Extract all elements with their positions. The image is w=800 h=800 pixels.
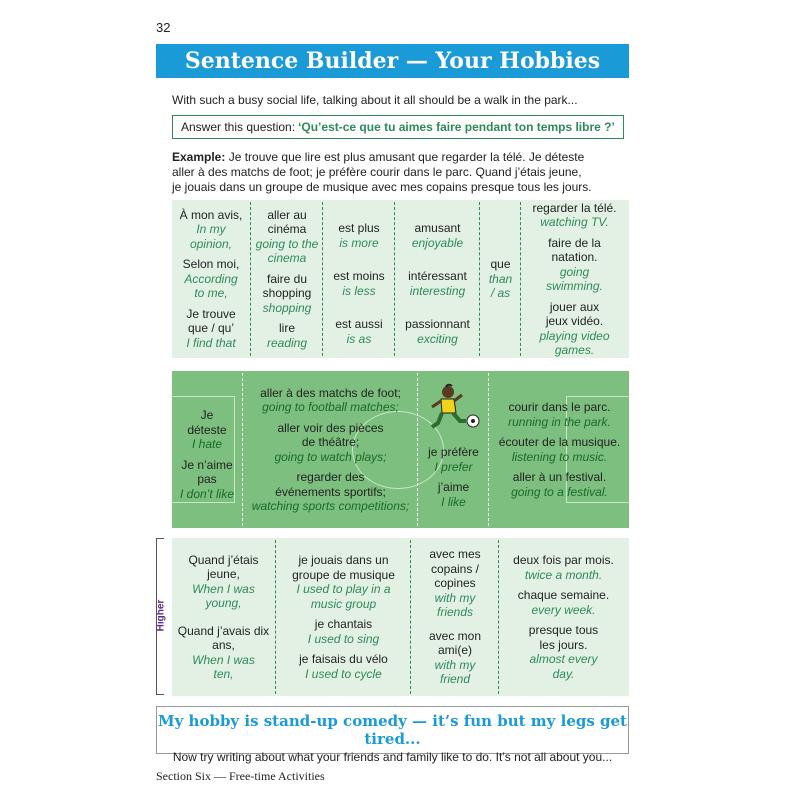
list-item: À mon avis, In my opinion, xyxy=(179,207,243,251)
list-item: lire reading xyxy=(266,321,308,350)
list-item: courir dans le parc. running in the park. xyxy=(508,400,611,429)
list-item: Quand j’étais jeune, When I was young, xyxy=(188,552,259,610)
grid1-col3 xyxy=(324,200,394,358)
grid1-col5 xyxy=(481,200,520,358)
list-item: Selon moi, According to me, xyxy=(182,257,240,301)
list-item: presque tous les jours. almost every day. xyxy=(528,623,599,681)
section-footer: Section Six — Free-time Activities xyxy=(156,769,325,783)
grid2-col4 xyxy=(490,371,629,528)
grid2-col1 xyxy=(172,371,242,528)
sentence-grid-preferences xyxy=(172,371,629,528)
list-item: est moins is less xyxy=(333,269,385,298)
grid3-col2 xyxy=(277,538,410,696)
page-number: 32 xyxy=(156,20,171,35)
footballer-icon xyxy=(426,383,482,439)
list-item: amusant enjoyable xyxy=(411,221,464,250)
list-item: deux fois par mois. twice a month. xyxy=(513,553,614,582)
list-item: je jouais dans un groupe de musique I used to play in a music group xyxy=(292,553,395,611)
list-item: aller voir des pièces de théâtre; going to watch plays; xyxy=(274,420,387,464)
list-item: Quand j’avais dix ans, When I was ten, xyxy=(177,623,270,681)
example-paragraph xyxy=(172,150,627,195)
sentence-grid-past xyxy=(172,538,629,696)
page-title: Sentence Builder — Your Hobbies xyxy=(184,48,601,74)
list-item: Je n’aime pas I don’t like xyxy=(179,457,235,501)
list-item: avec mes copains / copines with my friends xyxy=(429,547,481,620)
list-item: jouer aux jeux vidéo. playing video games. xyxy=(539,299,610,357)
list-item: Je trouve que / qu’ I find that xyxy=(186,306,236,350)
question-prefix: Answer this question: xyxy=(181,120,296,134)
question-text: ‘Qu’est-ce que tu aimes faire pendant ton temps libre ?’ xyxy=(298,120,615,134)
list-item: que than / as xyxy=(488,257,513,301)
grid1-col2 xyxy=(252,200,322,358)
list-item: je chantais I used to sing xyxy=(307,617,380,646)
list-item: aller à des matchs de foot; going to football matches; xyxy=(260,385,401,414)
example-line-3: je jouais dans un groupe de musique avec mes copains presque tous les jours. xyxy=(172,180,592,194)
list-item: faire du shopping shopping xyxy=(262,271,312,315)
list-item: écouter de la musique. listening to music. xyxy=(498,435,621,464)
list-item: regarder la télé. watching TV. xyxy=(532,200,617,229)
grid1-col4 xyxy=(396,200,479,358)
example-line-2: aller à des matchs de foot; je préfère courir dans le parc. Quand j’étais jeune, xyxy=(172,165,582,179)
hobby-prompt: Now try writing about what your friends and family like to do. It’s not all about you... xyxy=(172,750,613,764)
list-item: chaque semaine. every week. xyxy=(517,588,610,617)
title-bar xyxy=(156,44,629,78)
higher-label: Higher xyxy=(155,599,167,632)
list-item: faire de la natation. going swimming. xyxy=(546,235,603,293)
question-box xyxy=(172,115,624,139)
grid1-col1 xyxy=(174,200,248,358)
list-item: avec mon ami(e) with my friend xyxy=(428,628,482,687)
list-item: intéressant interesting xyxy=(408,269,467,298)
grid2-col3 xyxy=(419,371,488,528)
list-item: je faisais du vélo I used to cycle xyxy=(299,652,388,681)
list-item: Je déteste I hate xyxy=(187,408,227,451)
grid3-col1 xyxy=(172,538,275,696)
list-item: regarder des événements sportifs; watching sports competitions; xyxy=(251,470,410,513)
list-item: je préfère I prefer xyxy=(428,445,479,474)
list-item: est plus is more xyxy=(338,221,380,250)
example-label: Example: xyxy=(172,150,226,164)
hobby-headline: My hobby is stand-up comedy — it’s fun but my legs get tired... xyxy=(158,712,627,748)
list-item: passionnant exciting xyxy=(405,317,470,346)
list-item: aller à un festival. going to a festival. xyxy=(511,470,608,499)
sentence-grid-opinions xyxy=(172,200,629,358)
grid1-col6 xyxy=(522,200,627,358)
list-item: est aussi is as xyxy=(335,317,383,346)
intro-text: With such a busy social life, talking about it all should be a walk in the park... xyxy=(172,93,578,107)
hobby-box xyxy=(156,706,629,764)
grid3-col3 xyxy=(412,538,498,696)
list-item: aller au cinéma going to the cinema xyxy=(255,207,319,266)
grid3-col4 xyxy=(500,538,627,696)
list-item: j’aime I like xyxy=(437,480,470,509)
example-line-1: Je trouve que lire est plus amusant que regarder la télé. Je déteste xyxy=(228,150,585,164)
grid2-col2 xyxy=(244,371,417,528)
